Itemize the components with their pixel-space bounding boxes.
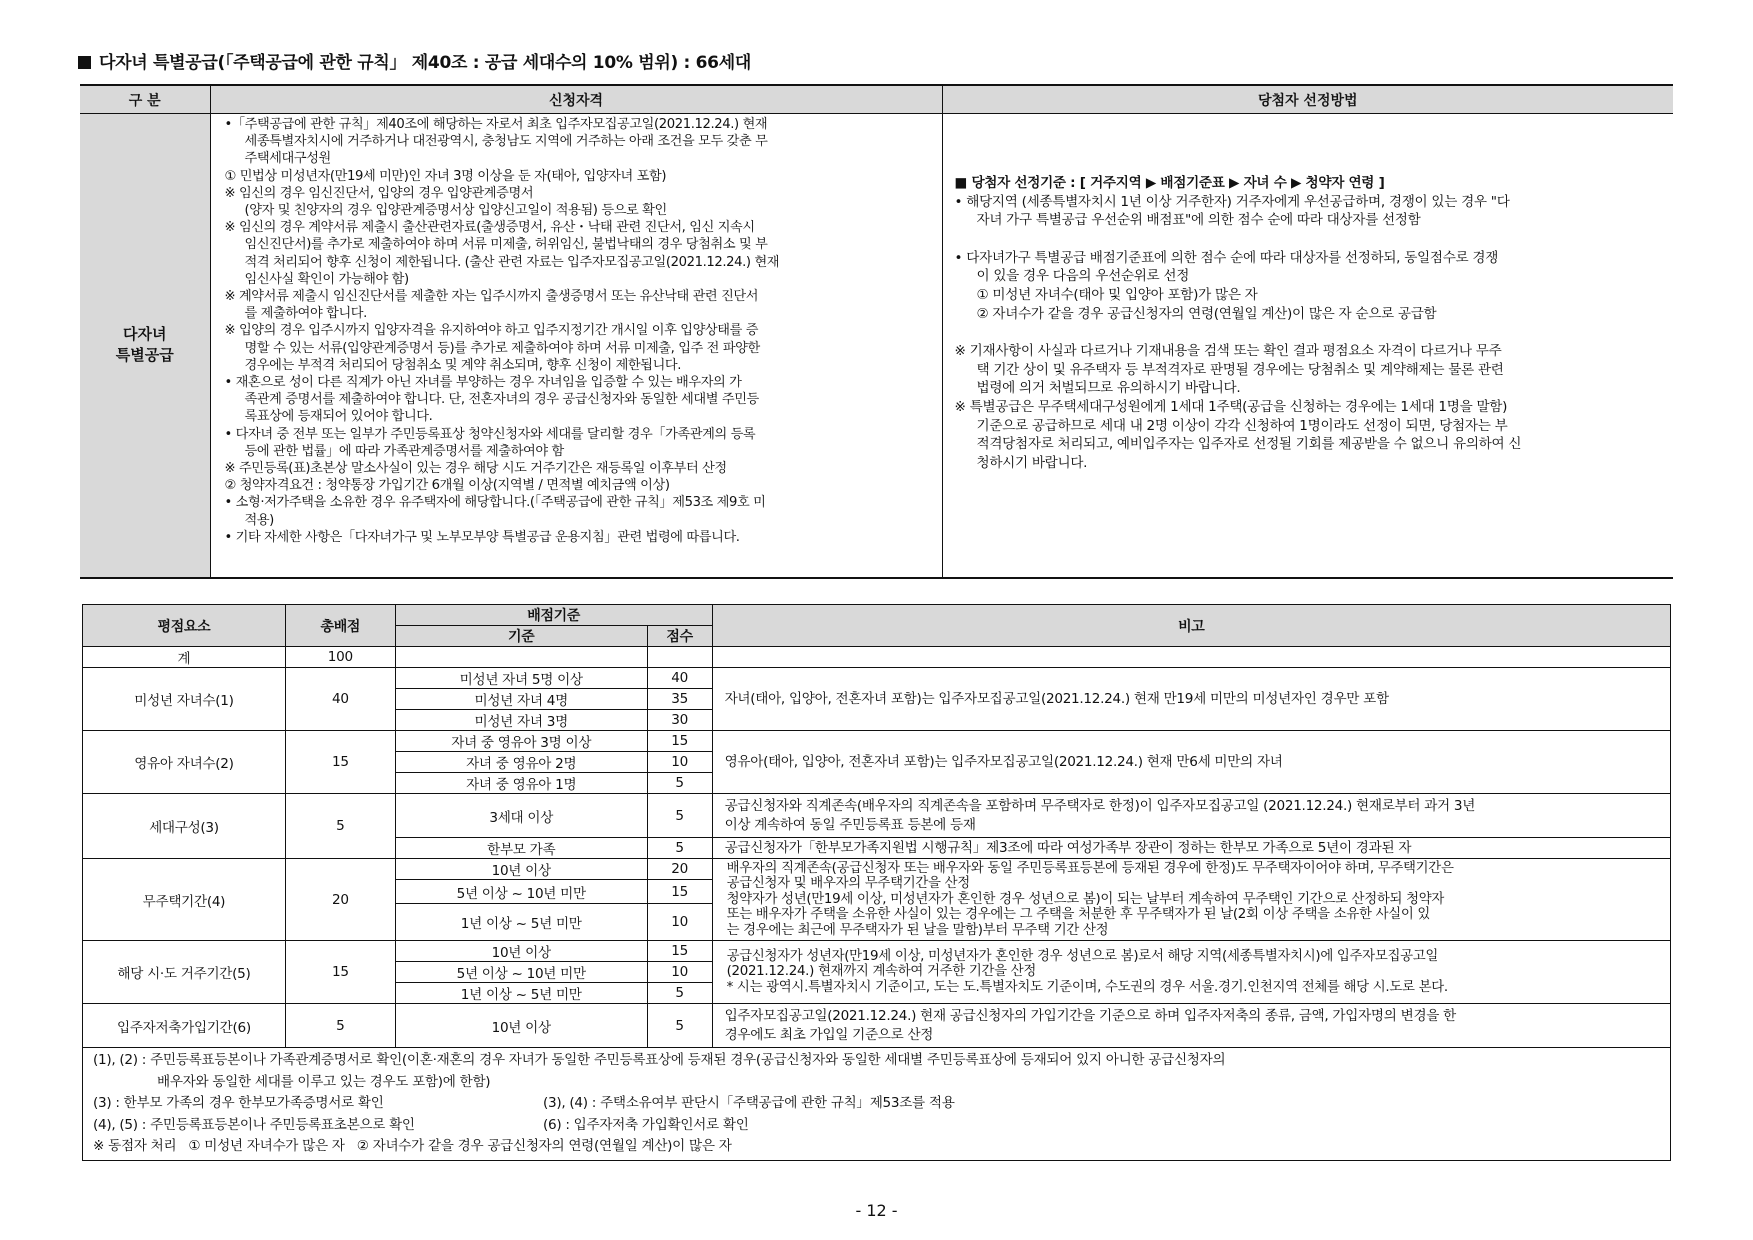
criteria-text: 미성년 자녀 5명 이상 (395, 668, 647, 689)
eligibility-line: 주택세대구성원 (244, 151, 331, 167)
eligibility-line: 적격 처리되어 향후 신청이 제한됩니다. (출산 관련 자료는 입주자모집공고일(2021.12.24.) 현재 (244, 254, 780, 270)
note-line: 또는 배우자가 주택을 소유한 사실이 있는 경우에는 그 주택을 처분한 후 무주택자가 된 날(2회 이상 주택을 소유한 사실이 있 (726, 907, 1431, 923)
selection-line: 적격당첨자로 처리되고, 예비입주자는 입주자로 선정될 기회를 제공받을 수 없으니 유의하여 신 (976, 436, 1522, 453)
note-line: 입주자모집공고일(2021.12.24.) 현재 공급신청자의 가입기간을 기준으로 하며 입주자저축의 종류, 금액, 가입자명의 변경을 한 (724, 1007, 1456, 1024)
selection-cell (942, 114, 1673, 578)
note-line: 는 경우에는 최근에 무주택자가 된 날을 말함)부터 무주택 기간 산정 (726, 922, 1109, 938)
element-note (712, 859, 1670, 941)
element-label: 세대구성(3) (83, 794, 286, 859)
criteria-score: 15 (647, 941, 712, 962)
category-cell (80, 114, 210, 578)
eligibility-line: 적용) (244, 512, 274, 528)
selection-line: 법령에 의거 처벌되므로 유의하시기 바랍니다. (976, 380, 1241, 397)
element-note (712, 941, 1670, 1004)
eligibility-line: ※ 계약서류 제출시 임신진단서를 제출한 자는 입주시까지 출생증명서 또는 유산낙태 관련 진단서 (224, 289, 759, 305)
selection-line: 택 기간 상이 및 유주택자 등 부적격자로 판명될 경우에는 당첨취소 및 계약해제는 물론 관련 (976, 361, 1504, 378)
note-line: 청약자가 성년(만19세 이상, 미성년자가 혼인한 경우 성년으로 봄)이 되는 날부터 계속하여 무주택인 기간으로 산정하되 청약자 (726, 891, 1444, 907)
criteria-text: 미성년 자녀 3명 (395, 710, 647, 731)
empty-cell (395, 647, 647, 668)
element-total: 40 (285, 668, 395, 731)
note-line: 공급신청자와 직계존속(배우자의 직계존속을 포함하며 무주택자로 한정)이 입주자모집공고일 (2021.12.24.) 현재로부터 과거 3년 (724, 797, 1476, 814)
header-element: 평점요소 (83, 605, 286, 647)
eligibility-line: 경우에는 부적격 처리되어 당첨취소 및 계약 취소되며, 향후 신청이 제한됩니다. (244, 357, 682, 373)
eligibility-line: 명할 수 있는 서류(입양관계증명서 등)를 추가로 제출하여야 하며 서류 미제출, 입주 전 파양한 (244, 340, 760, 356)
criteria-text: 자녀 중 영유아 3명 이상 (395, 731, 647, 752)
eligibility-line: ① 민법상 미성년자(만19세 미만)인 자녀 3명 이상을 둔 자(태아, 입양자녀 포함) (224, 168, 667, 184)
criteria-text: 1년 이상 ~ 5년 미만 (395, 904, 647, 941)
note-line: 경우에도 최초 가입일 기준으로 산정 (724, 1026, 934, 1043)
category-line: 특별공급 (115, 346, 174, 365)
criteria-text: 미성년 자녀 4명 (395, 689, 647, 710)
criteria-text: 자녀 중 영유아 1명 (395, 773, 647, 794)
footnote-left: (4), (5) : 주민등록표등본이나 주민등록표초본으로 확인 (93, 1116, 415, 1133)
eligibility-line: ※ 임신의 경우 임신진단서, 입양의 경우 입양관계증명서 (224, 185, 534, 201)
criteria-score: 30 (647, 710, 712, 731)
eligibility-line: 를 제출하여야 합니다. (244, 306, 367, 322)
eligibility-line: 임신진단서)를 추가로 제출하여야 하며 서류 미제출, 허위임신, 불법낙태의 경우 당첨취소 및 부 (244, 237, 768, 253)
selection-line: • 해당지역 (세종특별자치시 1년 이상 거주한자) 거주자에게 우선공급하며, 경쟁이 있는 경우 "다 (954, 193, 1510, 210)
eligibility-cell (210, 114, 942, 578)
eligibility-line: •「주택공급에 관한 규칙」제40조에 해당하는 자로서 최초 입주자모집공고일(2021.12.24.) 현재 (224, 117, 768, 132)
footnotes (83, 1048, 1671, 1161)
eligibility-line: 세종특별자치시에 거주하거나 대전광역시, 충청남도 지역에 거주하는 아래 조건을 모두 갖춘 무 (244, 134, 768, 150)
selection-line: 자녀 가구 특별공급 우선순위 배점표"에 의한 점수 순에 따라 대상자를 선정함 (976, 212, 1421, 229)
element-total: 15 (285, 941, 395, 1004)
criteria-text: 5년 이상 ~ 10년 미만 (395, 880, 647, 904)
element-label: 입주자저축가입기간(6) (83, 1004, 286, 1048)
footnote-line: ※ 동점자 처리 ① 미성년 자녀수가 많은 자 ② 자녀수가 같을 경우 공급신청자의 연령(연월일 계산)이 많은 자 (93, 1138, 732, 1154)
header-score: 점수 (647, 626, 712, 647)
note-line: 공급신청자 및 배우자의 무주택기간을 산정 (726, 876, 970, 892)
criteria-text: 10년 이상 (395, 941, 647, 962)
criteria-text: 1년 이상 ~ 5년 미만 (395, 983, 647, 1004)
eligibility-line: 임신사실 확인이 가능해야 함) (244, 271, 409, 287)
footnote-line: 배우자와 동일한 세대를 이루고 있는 경우도 포함)에 한함) (157, 1073, 491, 1090)
criteria-score: 35 (647, 689, 712, 710)
footnote-left: (3) : 한부모 가족의 경우 한부모가족증명서로 확인 (93, 1095, 384, 1111)
footnote-row (93, 1093, 1660, 1115)
criteria-text: 한부모 가족 (395, 838, 647, 859)
header-criteria: 기준 (395, 626, 647, 647)
element-note (712, 794, 1670, 838)
element-total: 15 (285, 731, 395, 794)
criteria-text: 5년 이상 ~ 10년 미만 (395, 962, 647, 983)
criteria-text: 10년 이상 (395, 1004, 647, 1048)
selection-line: ※ 기재사항이 사실과 다르거나 기재내용을 검색 또는 확인 결과 평점요소 자격이 다르거나 무주 (954, 343, 1502, 360)
score-table (82, 604, 1671, 1161)
element-note: 자녀(태아, 입양아, 전혼자녀 포함)는 입주자모집공고일(2021.12.24.) 현재 만19세 미만의 미성년자인 경우만 포함 (712, 668, 1670, 731)
eligibility-line: 등에 관한 법률」에 따라 가족관계증명서를 제출하여야 함 (244, 443, 564, 459)
eligibility-line: 족관계 증명서를 제출하여야 합니다. 단, 전혼자녀의 경우 공급신청자와 동일한 세대별 주민등 (244, 392, 759, 408)
eligibility-line: ② 청약자격요건 : 청약통장 가입기간 6개월 이상(지역별 / 면적별 예치금액 이상) (224, 478, 670, 494)
category-line: 다자녀 (123, 325, 167, 344)
note-line: (2021.12.24.) 현재까지 계속하여 거주한 기간을 산정 (726, 964, 1036, 980)
criteria-score: 5 (647, 773, 712, 794)
section-title (78, 48, 751, 73)
element-total: 20 (285, 859, 395, 941)
selection-line: ① 미성년 자녀수(태아 및 입양아 포함)가 많은 자 (976, 286, 1258, 303)
element-label: 무주택기간(4) (83, 859, 286, 941)
empty-cell (647, 647, 712, 668)
note-line: * 시는 광역시.특별자치시 기준이고, 도는 도.특별자치도 기준이며, 수도권의 경우 서울.경기.인천지역 전체를 해당 시.도로 본다. (726, 979, 1448, 995)
header-total: 총배점 (285, 605, 395, 647)
total-label: 계 (83, 647, 286, 668)
element-total: 5 (285, 1004, 395, 1048)
eligibility-line: ※ 주민등록(표)초본상 말소사실이 있는 경우 해당 시도 거주기간은 재등록일 이후부터 산정 (224, 461, 727, 477)
criteria-score: 10 (647, 752, 712, 773)
criteria-score: 10 (647, 904, 712, 941)
element-note (712, 1004, 1670, 1048)
eligibility-line: 록표상에 등재되어 있어야 합니다. (244, 409, 433, 425)
note-line: 배우자의 직계존속(공급신청자 또는 배우자와 동일 주민등록표등본에 등재된 경우에 한정)도 무주택자이어야 하며, 무주택기간은 (726, 860, 1454, 876)
empty-cell (712, 647, 1670, 668)
criteria-score: 5 (647, 794, 712, 838)
criteria-text: 10년 이상 (395, 859, 647, 880)
criteria-score: 10 (647, 962, 712, 983)
element-total: 5 (285, 794, 395, 859)
footnote-line: (1), (2) : 주민등록표등본이나 가족관계증명서로 확인(이혼·재혼의 경우 자녀가 동일한 주민등록표상에 등재된 경우(공급신청자와 동일한 세대별 주민등록표상에 등재되어 있지 아니한 공급신청자의 (93, 1052, 1226, 1068)
element-note: 공급신청자가「한부모가족지원법 시행규칙」제3조에 따라 여성가족부 장관이 정하는 한부모 가족으로 5년이 경과된 자 (712, 838, 1670, 859)
header-category: 구 분 (80, 85, 210, 114)
criteria-score: 5 (647, 838, 712, 859)
criteria-score: 20 (647, 859, 712, 880)
selection-heading: ■ 당첨자 선정기준 : [ 거주지역 ▶ 배점기준표 ▶ 자녀 수 ▶ 청약자 연령 ] (954, 175, 1385, 191)
selection-line: 기준으로 공급하므로 세대 내 2명 이상이 각각 신청하여 1명이라도 선정이 되면, 당첨자는 부 (976, 417, 1508, 434)
element-label: 해당 시·도 거주기간(5) (83, 941, 286, 1004)
selection-line: 이 있을 경우 다음의 우선순위로 선정 (976, 268, 1190, 285)
header-selection: 당첨자 선정방법 (942, 85, 1673, 114)
selection-line: 청하시기 바랍니다. (976, 454, 1088, 471)
eligibility-table (80, 84, 1673, 579)
eligibility-line: • 소형·저가주택을 소유한 경우 유주택자에 해당합니다.(「주택공급에 관한 규칙」제53조 제9호 미 (224, 495, 766, 511)
eligibility-line: • 재혼으로 성이 다른 직계가 아닌 자녀를 부양하는 경우 자녀임을 입증할 수 있는 배우자의 가 (224, 375, 742, 391)
eligibility-line: • 기타 자세한 사항은「다자녀가구 및 노부모부양 특별공급 운용지침」관련 법령에 따릅니다. (224, 529, 740, 545)
criteria-text: 3세대 이상 (395, 794, 647, 838)
page-number: - 12 - (855, 1201, 898, 1220)
note-line: 공급신청자가 성년자(만19세 이상, 미성년자가 혼인한 경우 성년으로 봄)로서 해당 지역(세종특별자치시)에 입주자모집공고일 (726, 948, 1438, 964)
criteria-score: 40 (647, 668, 712, 689)
spacer (955, 323, 1664, 342)
criteria-score: 15 (647, 731, 712, 752)
square-bullet-icon (78, 56, 91, 69)
criteria-score: 15 (647, 880, 712, 904)
selection-line: ※ 특별공급은 무주택세대구성원에게 1세대 1주택(공급을 신청하는 경우에는 1세대 1명을 말함) (954, 398, 1508, 415)
eligibility-line: ※ 임신의 경우 계약서류 제출시 출산관련자료(출생증명서, 유산・낙태 관련 진단서, 임신 지속시 (224, 220, 755, 236)
selection-line: ② 자녀수가 같을 경우 공급신청자의 연령(연월일 계산)이 많은 자 순으로 공급함 (976, 305, 1437, 322)
eligibility-line: • 다자녀 중 전부 또는 일부가 주민등록표상 청약신청자와 세대를 달리할 경우「가족관계의 등록 (224, 426, 756, 442)
spacer (955, 230, 1664, 249)
element-note: 영유아(태아, 입양아, 전혼자녀 포함)는 입주자모집공고일(2021.12.24.) 현재 만6세 미만의 자녀 (712, 731, 1670, 794)
element-label: 미성년 자녀수(1) (83, 668, 286, 731)
criteria-text: 자녀 중 영유아 2명 (395, 752, 647, 773)
footnote-right: (6) : 입주자저축 가입확인서로 확인 (543, 1116, 749, 1133)
header-note: 비고 (712, 605, 1670, 647)
eligibility-line: (양자 및 친양자의 경우 입양관계증명서상 입양신고일이 적용됨) 등으로 확인 (244, 203, 667, 219)
selection-line: • 다자녀가구 특별공급 배점기준표에 의한 점수 순에 따라 대상자를 선정하되, 동일점수로 경쟁 (954, 249, 1499, 266)
header-eligibility: 신청자격 (210, 85, 942, 114)
criteria-score: 5 (647, 1004, 712, 1048)
note-line: 이상 계속하여 동일 주민등록표 등본에 등재 (724, 816, 976, 833)
footnote-row (93, 1115, 1660, 1137)
section-title-text: 다자녀 특별공급(「주택공급에 관한 규칙」 제40조 : 공급 세대수의 10% 범위) : 66세대 (99, 53, 751, 73)
footnote-right: (3), (4) : 주택소유여부 판단시「주택공급에 관한 규칙」제53조를 적용 (543, 1095, 955, 1111)
eligibility-line: ※ 입양의 경우 입주시까지 입양자격을 유지하여야 하고 입주지정기간 개시일 이후 입양상태를 증 (224, 323, 759, 339)
criteria-score: 5 (647, 983, 712, 1004)
total-score: 100 (285, 647, 395, 668)
element-label: 영유아 자녀수(2) (83, 731, 286, 794)
header-criteria-group: 배점기준 (395, 605, 712, 626)
